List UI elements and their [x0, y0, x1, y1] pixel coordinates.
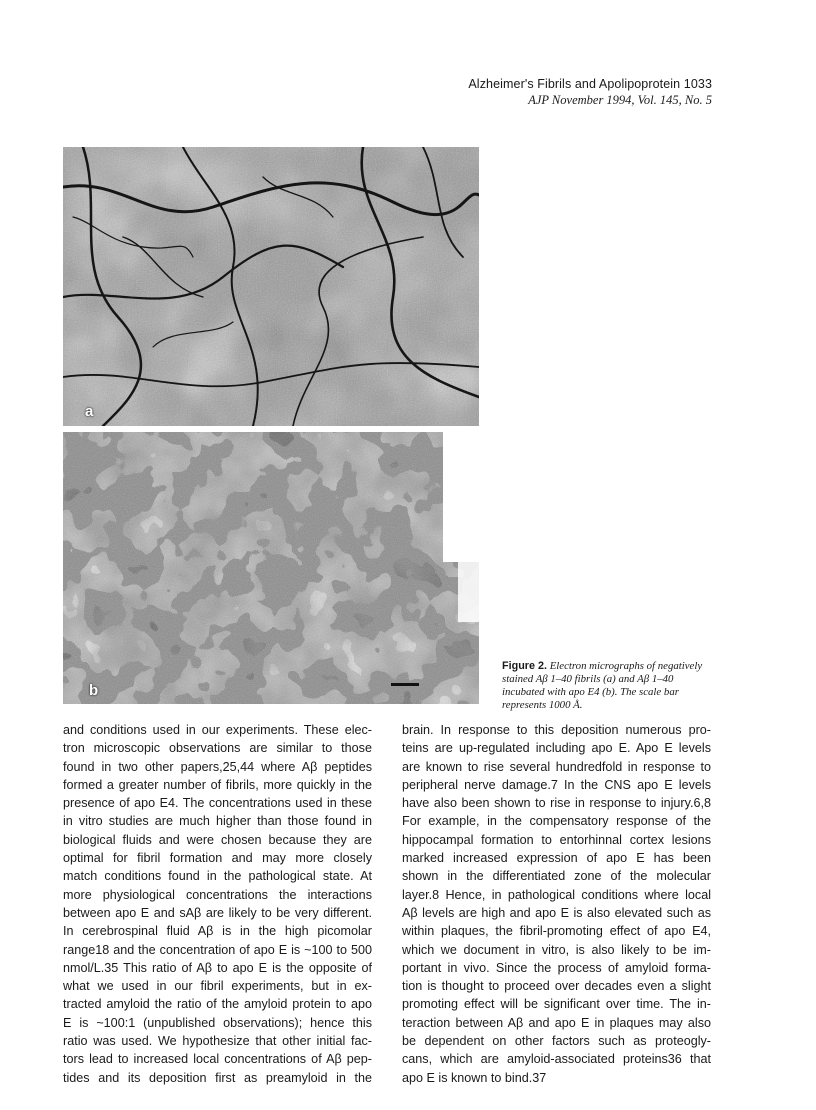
- text-line: are known to rise several hundredfold in response to: [402, 759, 711, 774]
- figure-caption: [502, 660, 718, 712]
- body-column-right: [402, 721, 711, 1087]
- text-line: range18 and the concentration of apo E is ~100 to 500: [63, 942, 372, 957]
- text-line: tion is thought to proceed over decades even a slight: [402, 979, 711, 994]
- text-line: peripheral nerve damage.7 In the CNS apo E levels: [402, 777, 711, 792]
- figure-caption-label: Figure 2.: [502, 660, 547, 672]
- text-line: layer.8 Hence, in pathological conditions where local: [402, 887, 711, 902]
- text-line: within plaques, the fibril-promoting effect of apo E4,: [402, 924, 711, 939]
- text-line: teraction between Aβ and apo E in plaques may also: [402, 1015, 711, 1030]
- text-line: tides and its deposition first as preamyloid in the: [63, 1070, 372, 1085]
- text-line: be dependent on other factors such as proteogly-: [402, 1034, 711, 1049]
- text-line: biological fluids and were chosen because they are: [63, 832, 372, 847]
- text-line: match conditions found in the pathological state. At: [63, 869, 372, 884]
- running-header-title: Alzheimer's Fibrils and Apolipoprotein 1033: [468, 77, 712, 91]
- text-line: For example, in the compensatory response of the: [402, 814, 711, 829]
- panel-label-b: b: [89, 682, 99, 699]
- text-line: found in two other papers,25,44 where Aβ peptides: [63, 759, 372, 774]
- text-line: presence of apo E4. The concentrations used in these: [63, 796, 372, 811]
- body-column-left: [63, 721, 372, 1087]
- text-line: teins are up-regulated including apo E. Apo E levels: [402, 741, 711, 756]
- text-line: E is ~100:1 (unpublished observations); hence this: [63, 1015, 372, 1030]
- text-line: more physiological concentrations the interactions: [63, 887, 372, 902]
- text-line: promoting effect will be significant over time. The in-: [402, 997, 711, 1012]
- text-line: cans, which are amyloid-associated proteins36 that: [402, 1052, 711, 1067]
- text-line: apo E is known to bind.37: [402, 1070, 547, 1085]
- text-line: shown in the differentiated zone of the molecular: [402, 869, 711, 884]
- running-header-journal: AJP November 1994, Vol. 145, No. 5: [528, 93, 712, 107]
- text-line: Aβ levels are high and apo E is also elevated such as: [402, 905, 711, 920]
- scale-bar: [391, 683, 419, 686]
- text-line: tors lead to increased local concentrations of Aβ pep-: [63, 1052, 372, 1067]
- panel-label-a: a: [85, 403, 94, 420]
- text-line: in vitro studies are much higher than those found in: [63, 814, 372, 829]
- text-line: which we document in vitro, is also likely to be im-: [402, 942, 711, 957]
- micrograph-panel-b: [63, 432, 479, 704]
- text-line: what we used in our fibril experiments, but in ex-: [63, 979, 372, 994]
- text-line: brain. In response to this deposition numerous pro-: [402, 723, 711, 737]
- text-line: hippocampal formation to entorhinnal cortex lesions: [402, 832, 711, 847]
- micrograph-panel-a: [63, 147, 479, 426]
- text-line: tracted amyloid the ratio of the amyloid protein to apo: [63, 997, 372, 1012]
- text-line: have also been shown to rise in response to injury.6,8: [402, 796, 711, 811]
- text-line: In cerebrospinal fluid Aβ is in the high picomolar: [63, 924, 372, 939]
- text-line: formed a greater number of fibrils, more quickly in the: [63, 777, 372, 792]
- figure-caption-text: Electron micrographs of negatively stained Aβ 1–40 fibrils (a) and Aβ 1–40 incubated with apo E4 (b). The scale bar represents 1000 Å.: [502, 660, 703, 711]
- micrograph-a-image: [63, 147, 479, 426]
- text-line: marked increased expression of apo E has been: [402, 851, 711, 866]
- text-line: and conditions used in our experiments. These elec-: [63, 723, 372, 737]
- text-line: optimal for fibril formation and may more closely: [63, 851, 372, 866]
- micrograph-b-image: [63, 432, 479, 704]
- text-line: nmol/L.35 This ratio of Aβ to apo E is the opposite of: [63, 960, 372, 975]
- text-line: ratio was used. We hypothesize that other initial fac-: [63, 1034, 372, 1049]
- text-line: tron microscopic observations are similar to those: [63, 741, 372, 756]
- text-line: portant in vivo. Since the process of amyloid forma-: [402, 960, 711, 975]
- text-line: between apo E and sAβ are likely to be very different.: [63, 905, 372, 920]
